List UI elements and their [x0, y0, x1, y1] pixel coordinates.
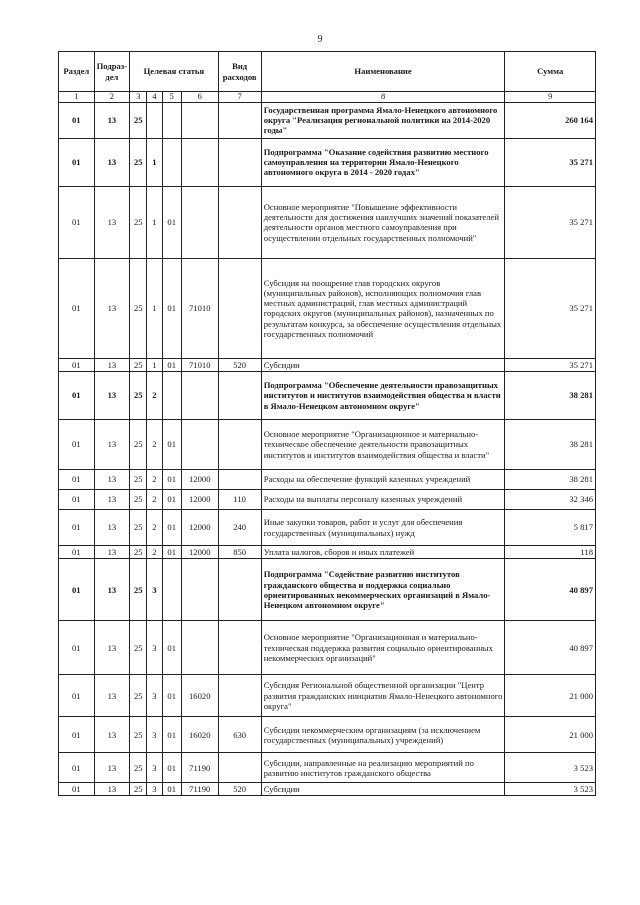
cell-razdel: 01	[59, 258, 95, 358]
cell-razdel: 01	[59, 510, 95, 546]
page-number: 9	[317, 34, 323, 45]
cell-razdel: 01	[59, 372, 95, 420]
cell-vid: 850	[218, 546, 261, 559]
cell-target-subprogram: 2	[147, 546, 162, 559]
table-row	[59, 358, 596, 371]
cell-target-measure	[162, 372, 181, 420]
cell-sum: 118	[505, 546, 596, 559]
cell-razdel: 01	[59, 102, 95, 138]
cell-target-direction	[181, 420, 218, 470]
cell-target-subprogram: 2	[147, 490, 162, 510]
cell-target-program: 25	[130, 783, 147, 796]
cell-name: Субсидии, направленные на реализацию мероприятий по развитию институтов гражданского общества	[261, 753, 505, 783]
table-row	[59, 717, 596, 753]
cell-target-program: 25	[130, 559, 147, 621]
cell-name: Уплата налогов, сборов и иных платежей	[261, 546, 505, 559]
budget-table	[58, 51, 596, 796]
column-number: 9	[505, 92, 596, 103]
cell-name: Субсидия Региональной общественной организации "Центр развития гражданских инициатив Ямало-Ненецкого автономного округа"	[261, 675, 505, 717]
cell-target-subprogram: 1	[147, 138, 162, 186]
cell-target-direction: 16020	[181, 675, 218, 717]
table-row	[59, 753, 596, 783]
cell-target-direction	[181, 559, 218, 621]
cell-vid	[218, 102, 261, 138]
cell-name: Иные закупки товаров, работ и услуг для обеспечения государственных (муниципальных) нужд	[261, 510, 505, 546]
cell-razdel: 01	[59, 358, 95, 371]
cell-podrazdel: 13	[94, 621, 130, 675]
cell-name: Подпрограмма "Обеспечение деятельности правозащитных институтов и институтов взаимодействия общества и власти в Ямало-Ненецком автономном округе"	[261, 372, 505, 420]
cell-vid: 240	[218, 510, 261, 546]
cell-vid: 630	[218, 717, 261, 753]
table-row	[59, 559, 596, 621]
header-row	[59, 52, 596, 92]
column-number: 4	[147, 92, 162, 103]
cell-sum: 3 523	[505, 783, 596, 796]
cell-podrazdel: 13	[94, 102, 130, 138]
column-number: 6	[181, 92, 218, 103]
column-number: 3	[130, 92, 147, 103]
cell-name: Субсидии	[261, 783, 505, 796]
cell-podrazdel: 13	[94, 358, 130, 371]
cell-target-direction: 16020	[181, 717, 218, 753]
column-number: 2	[94, 92, 130, 103]
cell-target-measure	[162, 559, 181, 621]
cell-target-direction: 12000	[181, 490, 218, 510]
cell-target-program: 25	[130, 675, 147, 717]
table-row	[59, 546, 596, 559]
table-row	[59, 470, 596, 490]
header-name: Наименование	[261, 52, 505, 92]
cell-target-measure: 01	[162, 470, 181, 490]
cell-target-program: 25	[130, 717, 147, 753]
cell-podrazdel: 13	[94, 717, 130, 753]
cell-target-program: 25	[130, 358, 147, 371]
cell-podrazdel: 13	[94, 675, 130, 717]
table-row	[59, 186, 596, 258]
cell-sum: 32 346	[505, 490, 596, 510]
cell-razdel: 01	[59, 783, 95, 796]
cell-podrazdel: 13	[94, 510, 130, 546]
cell-target-direction	[181, 102, 218, 138]
cell-sum: 35 271	[505, 258, 596, 358]
table-row	[59, 490, 596, 510]
cell-target-subprogram: 3	[147, 675, 162, 717]
table-body	[59, 102, 596, 795]
header-razdel: Раздел	[59, 52, 95, 92]
cell-target-direction: 71190	[181, 753, 218, 783]
cell-target-direction: 71190	[181, 783, 218, 796]
cell-target-measure: 01	[162, 717, 181, 753]
cell-target-subprogram: 1	[147, 186, 162, 258]
table-row	[59, 675, 596, 717]
cell-target-measure: 01	[162, 510, 181, 546]
cell-target-measure: 01	[162, 258, 181, 358]
cell-podrazdel: 13	[94, 783, 130, 796]
column-number: 8	[261, 92, 505, 103]
cell-sum: 35 271	[505, 138, 596, 186]
cell-podrazdel: 13	[94, 258, 130, 358]
cell-name: Субсидия на поощрение глав городских округов (муниципальных районов), исполняющих полномочия глав местных администраций, глав местных администраций городских округов (муниципальных районов), назначенных по результатам конкурса, за обеспечение осуществления отдельных государственных полномочий	[261, 258, 505, 358]
cell-sum: 21 000	[505, 717, 596, 753]
table-row	[59, 420, 596, 470]
cell-vid: 520	[218, 783, 261, 796]
cell-target-subprogram: 3	[147, 717, 162, 753]
cell-name: Подпрограмма "Оказание содействия развитию местного самоуправления на территории Ямало-Ненецкого автономного округа в 2014 - 2020 годах"	[261, 138, 505, 186]
cell-sum: 21 000	[505, 675, 596, 717]
table-row	[59, 258, 596, 358]
cell-podrazdel: 13	[94, 753, 130, 783]
column-number: 5	[162, 92, 181, 103]
cell-podrazdel: 13	[94, 559, 130, 621]
cell-target-direction	[181, 186, 218, 258]
cell-vid	[218, 138, 261, 186]
cell-target-direction	[181, 621, 218, 675]
cell-vid: 520	[218, 358, 261, 371]
cell-target-measure: 01	[162, 358, 181, 371]
cell-vid	[218, 258, 261, 358]
cell-name: Основное мероприятие "Организационное и материально-техническое обеспечение деятельности правозащитных институтов и институтов взаимодействия общества и власти"	[261, 420, 505, 470]
cell-target-direction	[181, 372, 218, 420]
cell-target-subprogram	[147, 102, 162, 138]
cell-target-subprogram: 1	[147, 258, 162, 358]
cell-vid	[218, 372, 261, 420]
cell-target-direction: 12000	[181, 470, 218, 490]
cell-target-program: 25	[130, 546, 147, 559]
header-sum: Сумма	[505, 52, 596, 92]
cell-sum: 35 271	[505, 186, 596, 258]
cell-name: Основное мероприятие "Повышение эффективности деятельности для достижения наилучших значений показателей деятельности органов местного самоуправления при осуществлении отдельных государственных полномочий"	[261, 186, 505, 258]
cell-vid	[218, 621, 261, 675]
cell-target-subprogram: 2	[147, 372, 162, 420]
cell-target-program: 25	[130, 621, 147, 675]
cell-target-measure: 01	[162, 490, 181, 510]
cell-podrazdel: 13	[94, 420, 130, 470]
cell-target-program: 25	[130, 372, 147, 420]
cell-podrazdel: 13	[94, 372, 130, 420]
cell-target-measure: 01	[162, 621, 181, 675]
cell-podrazdel: 13	[94, 186, 130, 258]
cell-target-subprogram: 1	[147, 358, 162, 371]
cell-sum: 5 817	[505, 510, 596, 546]
cell-target-measure	[162, 138, 181, 186]
cell-target-program: 25	[130, 186, 147, 258]
table-row	[59, 102, 596, 138]
cell-podrazdel: 13	[94, 470, 130, 490]
cell-vid: 110	[218, 490, 261, 510]
cell-sum: 38 281	[505, 372, 596, 420]
cell-target-measure: 01	[162, 420, 181, 470]
cell-target-measure: 01	[162, 186, 181, 258]
cell-vid	[218, 753, 261, 783]
cell-target-direction	[181, 138, 218, 186]
cell-target-subprogram: 3	[147, 783, 162, 796]
cell-target-measure: 01	[162, 753, 181, 783]
header-vid: Вид расходов	[218, 52, 261, 92]
cell-target-subprogram: 3	[147, 559, 162, 621]
cell-razdel: 01	[59, 420, 95, 470]
cell-target-program: 25	[130, 102, 147, 138]
cell-target-subprogram: 3	[147, 621, 162, 675]
cell-razdel: 01	[59, 546, 95, 559]
table-row	[59, 621, 596, 675]
cell-target-direction: 71010	[181, 258, 218, 358]
cell-name: Основное мероприятие "Организационная и материально-техническая поддержка развития социально ориентированных некоммерческих организаций"	[261, 621, 505, 675]
cell-sum: 40 897	[505, 559, 596, 621]
cell-razdel: 01	[59, 470, 95, 490]
cell-name: Субсидии некоммерческим организациям (за исключением государственных (муниципальных) учреждений)	[261, 717, 505, 753]
cell-vid	[218, 186, 261, 258]
cell-target-subprogram: 3	[147, 753, 162, 783]
cell-podrazdel: 13	[94, 546, 130, 559]
cell-name: Расходы на выплаты персоналу казенных учреждений	[261, 490, 505, 510]
cell-target-measure	[162, 102, 181, 138]
cell-target-measure: 01	[162, 783, 181, 796]
header-podrazdel: Подраз-дел	[94, 52, 130, 92]
table-row	[59, 783, 596, 796]
cell-podrazdel: 13	[94, 490, 130, 510]
cell-podrazdel: 13	[94, 138, 130, 186]
cell-razdel: 01	[59, 186, 95, 258]
cell-sum: 38 281	[505, 420, 596, 470]
cell-target-program: 25	[130, 258, 147, 358]
cell-razdel: 01	[59, 675, 95, 717]
cell-vid	[218, 470, 261, 490]
cell-razdel: 01	[59, 753, 95, 783]
cell-vid	[218, 559, 261, 621]
table-row	[59, 138, 596, 186]
cell-name: Подпрограмма "Содействие развитию институтов гражданского общества и поддержка социально ориентированных некоммерческих организаций в Ямало-Ненецком автономном округе"	[261, 559, 505, 621]
cell-name: Расходы на обеспечение функций казенных учреждений	[261, 470, 505, 490]
cell-razdel: 01	[59, 559, 95, 621]
column-number-row	[59, 92, 596, 103]
column-number: 7	[218, 92, 261, 103]
cell-sum: 260 164	[505, 102, 596, 138]
cell-target-direction: 12000	[181, 510, 218, 546]
cell-razdel: 01	[59, 490, 95, 510]
cell-target-program: 25	[130, 470, 147, 490]
cell-razdel: 01	[59, 621, 95, 675]
cell-target-program: 25	[130, 420, 147, 470]
cell-name: Государственная программа Ямало-Ненецкого автономного округа "Реализация региональной политики на 2014-2020 годы"	[261, 102, 505, 138]
header-target: Целевая статья	[130, 52, 218, 92]
cell-sum: 3 523	[505, 753, 596, 783]
cell-target-program: 25	[130, 510, 147, 546]
cell-vid	[218, 675, 261, 717]
cell-target-measure: 01	[162, 675, 181, 717]
table-row	[59, 510, 596, 546]
cell-target-subprogram: 2	[147, 510, 162, 546]
cell-sum: 38 281	[505, 470, 596, 490]
cell-name: Субсидии	[261, 358, 505, 371]
cell-target-direction: 12000	[181, 546, 218, 559]
cell-target-subprogram: 2	[147, 420, 162, 470]
cell-vid	[218, 420, 261, 470]
cell-target-measure: 01	[162, 546, 181, 559]
cell-target-program: 25	[130, 138, 147, 186]
cell-razdel: 01	[59, 717, 95, 753]
table-row	[59, 372, 596, 420]
cell-target-program: 25	[130, 753, 147, 783]
cell-razdel: 01	[59, 138, 95, 186]
cell-target-subprogram: 2	[147, 470, 162, 490]
cell-target-direction: 71010	[181, 358, 218, 371]
cell-target-program: 25	[130, 490, 147, 510]
column-number: 1	[59, 92, 95, 103]
cell-sum: 40 897	[505, 621, 596, 675]
cell-sum: 35 271	[505, 358, 596, 371]
